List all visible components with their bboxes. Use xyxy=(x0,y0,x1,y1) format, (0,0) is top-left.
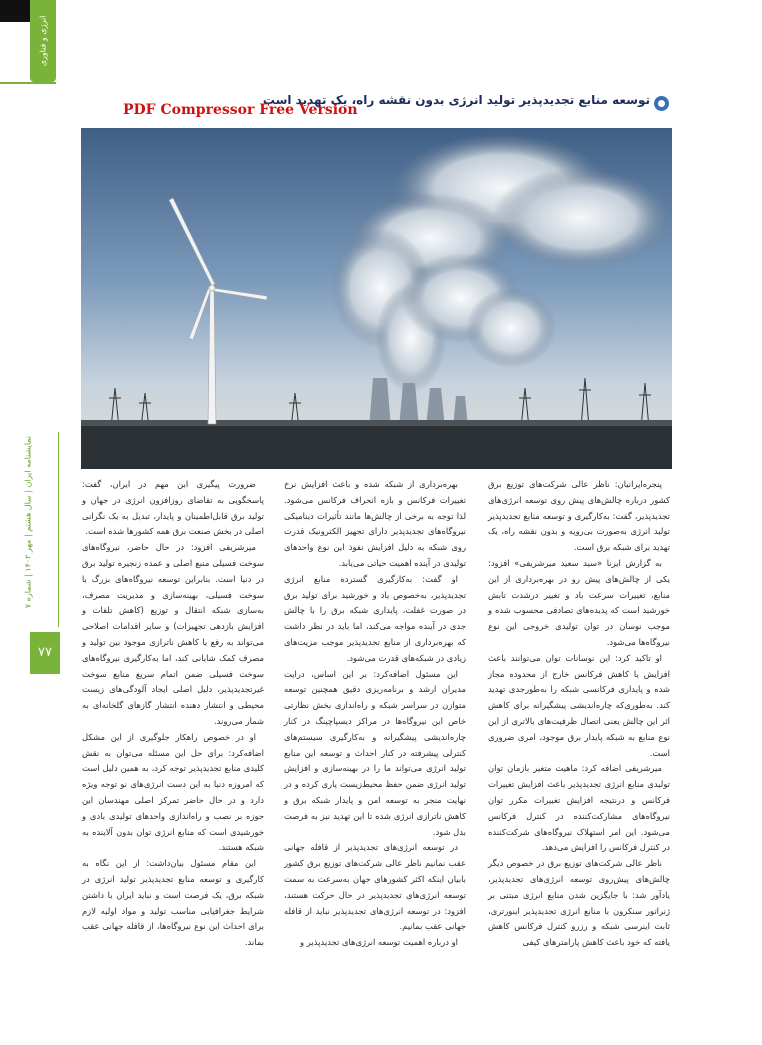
paragraph: بهره‌برداری از شبکه شده و باعث افزایش نرخ تغییرات فرکانس و بازه انحراف فرکانس می‌شود. لذا توجه به برخی از چالش‌ها مانند تأثیرات دینامیکی نیروگاه‌های تجدیدپذیر دارای تجهیز الکترونیک قدرت روی شبکه به دلیل افزایش نفوذ این نوع واحدهای تولیدی در آینده اهمیت حیاتی می‌یابد. xyxy=(284,479,466,568)
side-running-head xyxy=(0,432,56,622)
page-number: ۷۷ xyxy=(30,632,60,674)
text-column-right xyxy=(488,477,670,951)
section-tab xyxy=(30,0,56,82)
corner-black-block xyxy=(0,0,30,22)
paragraph: پنجره‌ایرانیان: ناظر عالی شرکت‌های توزیع برق کشور درباره چالش‌های پیش روی توسعه انرژی‌های تجدیدپذیر، گفت: به‌کارگیری و توسعه منابع تجدیدپذیر تولید انرژی به‌صورت بی‌رویه و بدون نقشه راه، یک تهدید برای شبکه برق است. xyxy=(488,479,670,553)
paragraph: میرشریفی اضافه کرد: ماهیت متغیر بازمان توان تولیدی منابع انرژی تجدیدپذیر باعث افزایش تغییرات فرکانس و درنتیجه افزایش تغییرات مکرر توان نیروگاه‌های مشارکت‌کننده در کنترل فرکانس می‌شود. این امر استهلاک نیروگاه‌های شرکت‌کننده در کنترل فرکانس را افزایش می‌دهد. xyxy=(488,763,670,853)
article-photo xyxy=(81,128,672,469)
paragraph: او درباره اهمیت توسعه انرژی‌های تجدیدپذیر و xyxy=(300,937,458,948)
paragraph: در توسعه انرژی‌های تجدیدپذیر از قافله جهانی عقب نمانیم ناظر عالی شرکت‌های توزیع برق کشور بابیان اینکه اکثر کشورهای جهان به‌سرعت به سمت توسعه انرژی‌های تجدیدپذیر در حال حرکت هستند، افزود: در توسعه انرژی‌های تجدیدپذیر نباید از قافله جهانی عقب بمانیم. xyxy=(284,842,466,932)
paragraph: او گفت: به‌کارگیری گسترده منابع انرژی تجدیدپذیر، به‌خصوص باد و خورشید برای تولید برق در صورت غفلت، پایداری شبکه برق را با چالش جدی در آینده مواجه می‌کند، اما باید در نظر داشت که بهره‌برداری از منابع تجدیدپذیر موجب مزیت‌های زیادی در شبکه‌های قدرت می‌شود. xyxy=(284,573,466,663)
paragraph: این مقام مسئول بیان‌داشت: از این نگاه به کارگیری و توسعه منابع تجدیدپذیر تولید انرژی در شبکه برق، یک فرصت است و نباید ایران با داشتن شرایط جغرافیایی مناسب تولید و مواد اولیه لازم برای احداث این نوع نیروگاه‌ها، از قافله جهانی عقب بماند. xyxy=(82,858,264,948)
paragraph: او در خصوص راهکار جلوگیری از این مشکل اضافه‌کرد: برای حل این مسئله می‌توان به نقش کلیدی منابع تجدیدپذیر توجه کرد، به همین دلیل است که امروزه دنیا به این دست انرژی‌های نو توجه ویژه دارد و در حال حاضر تمرکز اصلی مهندسان این حوزه بر نصب و راه‌اندازی واحدهای تولیدی بادی و خورشیدی است که منابع انرژی توان بدون آلاینده به شبکه هستند. xyxy=(82,731,264,853)
section-tab-label: انرژی و فناوری xyxy=(38,15,48,67)
paragraph: ناظر عالی شرکت‌های توزیع برق در خصوص دیگر چالش‌های پیش‌روی توسعه انرژی‌های تجدیدپذیر، یادآور شد: با جایگزین شدن منابع انرژی مبتنی بر ژنراتور سنکرون با منابع انرژی تجدیدپذیر اینورتری، ثابت اینرسی شبکه و رزرو کنترل فرکانس کاهش یافته که خود باعث کاهش پارامترهای کیفی xyxy=(488,858,670,948)
section-tab-rule xyxy=(0,82,56,84)
paragraph: این مسئول اضافه‌کرد: بر این اساس، درایت مدیران ارشد و برنامه‌ریزی دقیق همچنین توسعه متوازن در سراسر شبکه و راه‌اندازی بخش نظارتی خاص این نیروگاه‌ها در مراکز دیسپاچینگ در کنار چاره‌اندیشی پیشگیرانه و به‌کارگیری سیستم‌های کنترلی پیشرفته در کنار احداث و توسعه این منابع تولید انرژی می‌تواند ما را در بهینه‌سازی و افزایش تولید انرژی ضمن حفظ محیط‌زیست یاری کرده و در نهایت منجر به توسعه امن و پایدار شبکه برق و کاهش ناترازی انرژی شده تا این تهدید نیز به فرصت بدل شود. xyxy=(284,668,466,837)
running-head-text: نمایشنامه ایران | سال هشتم | مهر ۱۴۰۲ | شماره ۷ xyxy=(23,435,33,609)
text-column-middle xyxy=(284,477,466,951)
paragraph: میرشریفی افزود: در حال حاضر، نیروگاه‌های سوخت فسیلی منبع اصلی و عمده زنجیره تولید برق در دنیا است. بنابراین توسعه نیروگاه‌های بزرگ با سوخت فسیلی، بهینه‌سازی و مدیریت مصرف، به‌سازی شبکه انتقال و توزیع (کاهش تلفات و افزایش بازدهی تجهیزات) و سایر اقدامات اصلاحی می‌تواند به رفع یا کاهش ناترازی موجود بین تولید و مصرف کمک شایانی کند، اما به‌کارگیری نیروگاه‌های سوخت فسیلی ضمن اتمام سریع منابع سوخت غیرتجدیدپذیر، دلیل اصلی ایجاد آلودگی‌های زیست محیطی و انتشار دهنده انتشار گازهای گلخانه‌ای به شمار می‌روند. xyxy=(82,542,264,726)
watermark: PDF Compressor Free Version xyxy=(123,102,358,118)
paragraph: ضرورت پیگیری این مهم در ایران، گفت: پاسخگویی به تقاضای روزافزون انرژی در جهان و تولید برق قابل‌اطمینان و پایدار، تبدیل به یک نگرانی اصلی در بخش صنعت برق همه کشورها شده است. xyxy=(82,479,264,537)
paragraph: او تاکید کرد: این نوسانات توان می‌توانند باعث افزایش یا کاهش فرکانس خارج از محدوده مجاز شده و پایداری فرکانسی شبکه را به‌طورجدی تهدید کند. به‌طوری‌که چاره‌اندیشی پیشگیرانه برای کاهش اثر این چالش یعنی اتصال ظرفیت‌های بالاتری از این نوع منابع به شبکه پایدار برق موجود، امری ضروری است. xyxy=(488,652,670,758)
title-bullet-icon xyxy=(654,96,669,111)
side-divider xyxy=(58,432,59,627)
paragraph: به گزارش ایرنا «سید سعید میرشریفی» افزود: یکی از چالش‌های پیش رو در بهره‌برداری از این منابع، تغییرات سرعت باد و تغییر درشدت تابش خورشید است که پدیده‌های تصادفی محسوب شده و موجب نوسان در توان تولیدی خروجی این نوع نیروگاه‌ها می‌شود. xyxy=(488,557,670,647)
text-column-left xyxy=(82,477,264,951)
article-title: توسعه منابع تجدیدپذیر تولید انرژی بدون نقشه راه، یک تهدید است xyxy=(262,93,650,107)
